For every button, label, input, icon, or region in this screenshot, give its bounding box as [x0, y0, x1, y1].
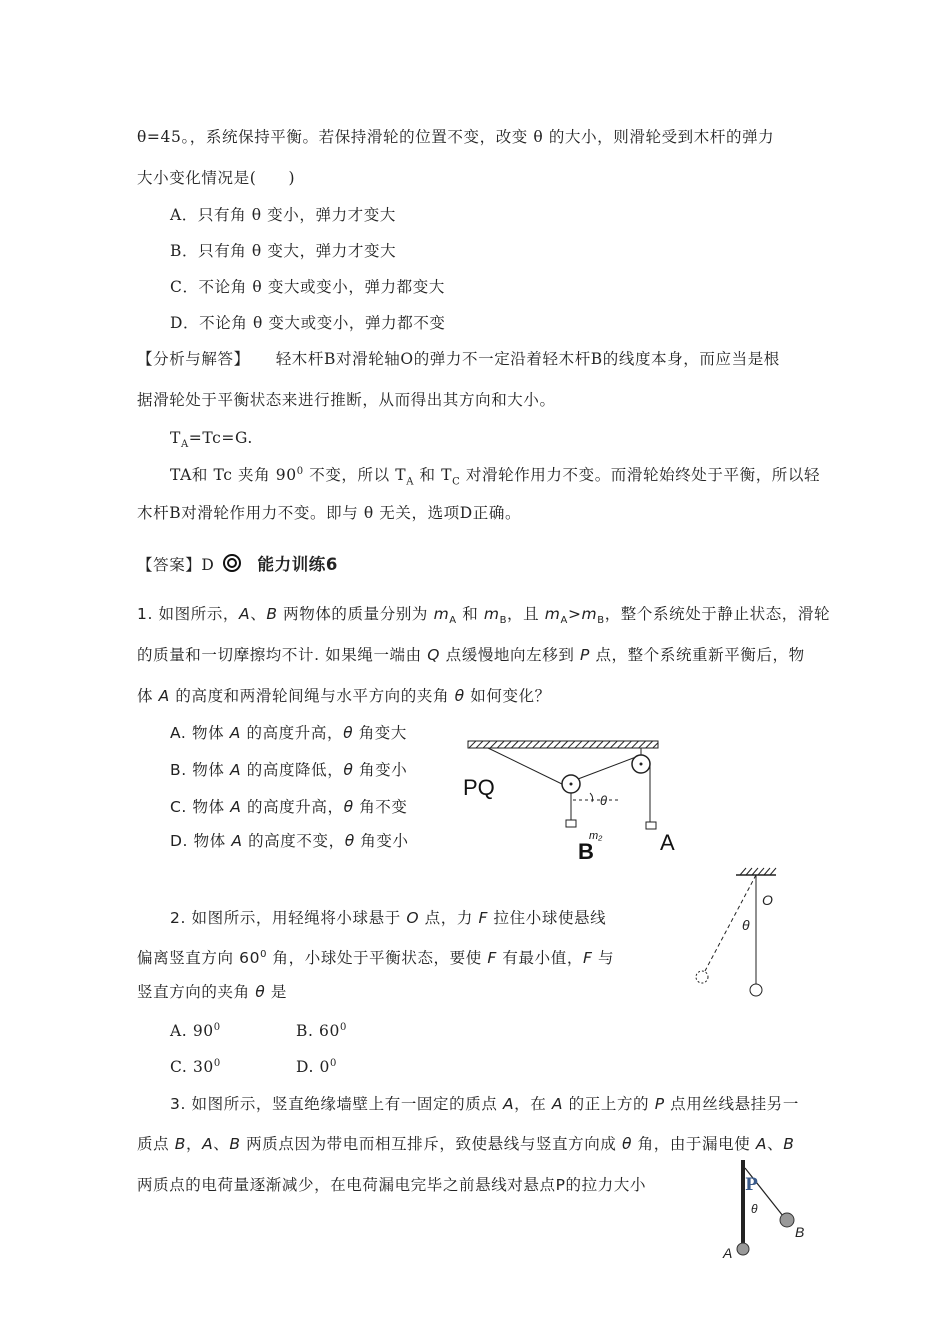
q2-text-line: 偏离竖直方向 $60^0$ 角，小球处于平衡状态，要使 F 有最小值，F 与: [137, 949, 615, 968]
q2-text-line: 2. 如图所示，用轻绳将小球悬于 O 点，力 F 拉住小球使悬线: [170, 909, 607, 927]
q1-text-line: 的质量和一切摩擦均不计. 如果绳一端由 Q 点缓慢地向左移到 P 点，整个系统重新平衡后，物: [137, 646, 805, 664]
charge-diagram: [715, 1158, 815, 1268]
fig-pq-label: PQ: [463, 775, 495, 800]
block-a: [646, 822, 656, 829]
q3-text-line: 两质点的电荷量逐渐减少，在电荷漏电完毕之前悬线对悬点P的拉力大小: [137, 1176, 647, 1194]
q2-option-a: A. $90^0$: [170, 1022, 221, 1041]
q2-option-d: D. $0^0$: [296, 1058, 337, 1077]
analysis-line: TA和 Tc 夹角 $90^0$ 不变，所以 $T_A$ 和 $T_C$ 对滑轮作用力不变。而滑轮始终处于平衡，所以轻: [170, 466, 821, 488]
option-c: C．不论角 θ 变大或变小，弹力都变大: [170, 278, 445, 296]
q1-option-b: B. 物体 A 的高度降低，θ 角变小: [170, 761, 408, 779]
fig-theta: θ: [600, 793, 608, 808]
q1-option-d: D. 物体 A 的高度不变，θ 角变小: [170, 832, 409, 850]
answer-label: 【答案】D: [137, 556, 215, 574]
rope: [578, 757, 636, 779]
fig-theta: θ: [751, 1202, 758, 1216]
point-b: [780, 1213, 794, 1227]
ceiling-hatch: [468, 741, 658, 748]
fig-p-label: P: [745, 1175, 758, 1195]
block-b: [566, 820, 576, 827]
option-a: A．只有角 θ 变小，弹力才变大: [170, 206, 396, 224]
wall: [741, 1160, 745, 1250]
problem-text-line: θ=45。，系统保持平衡。若保持滑轮的位置不变，改变 θ 的大小，则滑轮受到木杆的弹力: [137, 128, 775, 146]
fig-b-label: B: [795, 1224, 805, 1240]
option-b: B．只有角 θ 变大，弹力才变大: [170, 242, 397, 260]
q1-text-line: 体 A 的高度和两滑轮间绳与水平方向的夹角 θ 如何变化？: [137, 687, 551, 705]
q2-option-c: C. $30^0$: [170, 1058, 221, 1077]
double-circle-icon: [222, 553, 242, 573]
fig-a-label: A: [723, 1245, 733, 1261]
pendulum-diagram: [690, 865, 800, 1000]
q1-option-c: C. 物体 A 的高度升高，θ 角不变: [170, 798, 408, 816]
q2-option-b: B. $60^0$: [296, 1022, 347, 1041]
analysis-label: 【分析与解答】: [137, 350, 250, 368]
fig-a-label: A: [660, 830, 675, 855]
section-title: 能力训练6: [257, 555, 338, 574]
deflected-ball: [696, 971, 708, 983]
point-a: [737, 1243, 749, 1255]
equation: $T_A=Tc=G$.: [170, 429, 253, 451]
fig-o-label: O: [762, 892, 773, 908]
answer-line: [137, 553, 338, 575]
fig-m2-label: m₂: [589, 830, 603, 842]
q2-text-line: 竖直方向的夹角 θ 是: [137, 983, 287, 1001]
analysis-line: [137, 349, 780, 369]
analysis-line: 木杆B对滑轮作用力不变。即与 θ 无关，选项D正确。: [137, 504, 522, 522]
q1-text-line: 1. 如图所示，A、B 两物体的质量分别为 $m_A$ 和 $m_B$，且 $m_A>m_B$，整个系统处于静止状态，滑轮: [137, 605, 831, 627]
option-d: D．不论角 θ 变大或变小，弹力都不变: [170, 314, 446, 332]
rope: [488, 748, 564, 785]
problem-text-line: 大小变化情况是( ): [137, 169, 296, 187]
q3-text-line: 质点 B，A、B 两质点因为带电而相互排斥，致使悬线与竖直方向成 θ 角，由于漏电使 A、B: [137, 1135, 795, 1153]
fig-theta: θ: [742, 917, 750, 933]
analysis-line: 据滑轮处于平衡状态来进行推断，从而得出其方向和大小。: [137, 391, 556, 409]
pulley-diagram: [460, 735, 675, 865]
q3-text-line: 3. 如图所示，竖直绝缘墙壁上有一固定的质点 A，在 A 的正上方的 P 点用丝线悬挂另一: [170, 1095, 799, 1113]
fig-b-label: B: [578, 839, 594, 864]
analysis-text: 轻木杆B对滑轮轴O的弹力不一定沿着轻木杆B的线度本身，而应当是根: [275, 350, 780, 368]
q1-option-a: A. 物体 A 的高度升高，θ 角变大: [170, 724, 407, 742]
ball: [750, 984, 762, 996]
